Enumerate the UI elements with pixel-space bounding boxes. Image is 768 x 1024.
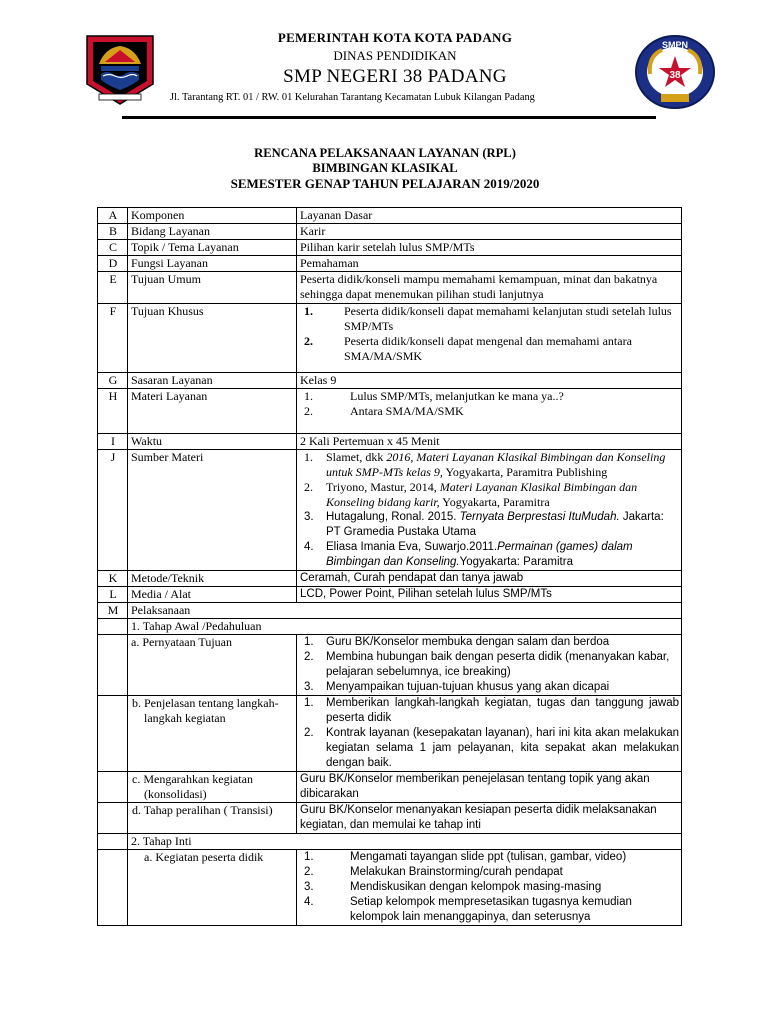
list-item: 1. Peserta didik/konseli dapat memahami kelanjutan studi setelah lulus SMP/MTs bbox=[304, 304, 672, 333]
list-item: 3. Menyampaikan tujuan-tujuan khusus yang akan dicapai bbox=[304, 681, 610, 693]
table-row-k bbox=[98, 571, 682, 587]
row-label: c. Mengarahkan kegiatan (konsolidasi) bbox=[128, 772, 297, 803]
table-row-kegiatan bbox=[98, 850, 682, 926]
list-item: 2. Peserta didik/konseli dapat mengenal dan memahami antara SMA/MA/SMK bbox=[304, 334, 632, 363]
logo-number-text: 38 bbox=[669, 70, 681, 81]
list-item: 3. Mendiskusikan dengan kelompok masing-masing bbox=[304, 881, 602, 893]
row-label: Media / Alat bbox=[128, 587, 297, 603]
list-item: 2. Melakukan Brainstorming/curah pendapat bbox=[304, 866, 563, 878]
row-label: Materi Layanan bbox=[128, 389, 297, 434]
table-row-j bbox=[98, 450, 682, 571]
padang-city-crest-logo bbox=[85, 34, 155, 106]
row-label: Waktu bbox=[128, 434, 297, 450]
letterhead-rule bbox=[122, 116, 656, 119]
table-row-b bbox=[98, 224, 682, 240]
list-item: 2. Kontrak layanan (kesepakatan layanan), hari ini kita akan melakukan kegiatan selama 1 jam pelayanan, kita sepakat akan melakukan dengan baik. bbox=[304, 727, 679, 769]
list-item: 1. Memberikan langkah-langkah kegiatan, tugas dan tanggung jawab peserta didik bbox=[304, 697, 679, 724]
section-heading: 1. Tahap Awal /Pedahuluan bbox=[128, 619, 682, 635]
row-label: Sasaran Layanan bbox=[128, 373, 297, 389]
row-value: Peserta didik/konseli mampu memahami kemampuan, minat dan bakatnya sehingga dapat menemukan pilihan studi lanjutnya bbox=[297, 272, 682, 304]
row-label: Komponen bbox=[128, 208, 297, 224]
row-label: Tujuan Umum bbox=[128, 272, 297, 304]
row-label: Bidang Layanan bbox=[128, 224, 297, 240]
row-letter: A bbox=[98, 208, 128, 224]
row-value: Guru BK/Konselor memberikan penejelasan tentang topik yang akan dibicarakan bbox=[297, 772, 682, 803]
table-row-l bbox=[98, 587, 682, 603]
row-value: Pemahaman bbox=[297, 256, 682, 272]
row-value: Ceramah, Curah pendapat dan tanya jawab bbox=[297, 571, 682, 587]
row-label: Sumber Materi bbox=[128, 450, 297, 571]
reference-item: 2. Triyono, Mastur, 2014, Materi Layanan Klasikal Bimbingan dan Konseling bidang karir, Yogyakarta, Paramitra bbox=[304, 480, 638, 509]
table-row-pernyataan bbox=[98, 635, 682, 696]
row-label: b. Penjelasan tentang langkah-langkah kegiatan bbox=[128, 696, 297, 772]
list-item: 4. Setiap kelompok mempresetasikan tugasnya kemudian kelompok lain menanggapinya, dan seterusnya bbox=[304, 896, 632, 923]
row-value bbox=[297, 850, 682, 926]
table-row-i bbox=[98, 434, 682, 450]
table-row-penjelasan bbox=[98, 696, 682, 772]
document-title-line2: BIMBINGAN KLASIKAL bbox=[312, 161, 458, 175]
reference-item: 1. Slamet, dkk 2016, Materi Layanan Klasikal Bimbingan dan Konseling untuk SMP-MTs kelas 9, Yogyakarta, Paramitra Publishing bbox=[304, 450, 666, 479]
table-row-g bbox=[98, 373, 682, 389]
row-letter: H bbox=[98, 389, 128, 434]
row-label: Pelaksanaan bbox=[128, 603, 682, 619]
list-item: 1. Guru BK/Konselor membuka dengan salam dan berdoa bbox=[304, 636, 610, 648]
row-value: 2 Kali Pertemuan x 45 Menit bbox=[297, 434, 682, 450]
row-letter: J bbox=[98, 450, 128, 571]
row-value bbox=[297, 635, 682, 696]
row-label: d. Tahap peralihan ( Transisi) bbox=[128, 803, 297, 834]
document-title-line1: RENCANA PELAKSANAAN LAYANAN (RPL) bbox=[254, 146, 516, 160]
row-letter: B bbox=[98, 224, 128, 240]
row-letter: I bbox=[98, 434, 128, 450]
table-row-peralihan bbox=[98, 803, 682, 834]
row-letter: D bbox=[98, 256, 128, 272]
row-letter: F bbox=[98, 304, 128, 373]
table-row-tahap-inti bbox=[98, 834, 682, 850]
list-item: 1. Lulus SMP/MTs, melanjutkan ke mana ya..? bbox=[304, 389, 564, 403]
row-label: Fungsi Layanan bbox=[128, 256, 297, 272]
row-value bbox=[297, 450, 682, 571]
table-row-d bbox=[98, 256, 682, 272]
row-value: Pilihan karir setelah lulus SMP/MTs bbox=[297, 240, 682, 256]
row-letter: M bbox=[98, 603, 128, 619]
table-row-a bbox=[98, 208, 682, 224]
row-letter: E bbox=[98, 272, 128, 304]
row-value: Guru BK/Konselor menanyakan kesiapan peserta didik melaksanakan kegiatan, dan memulai ke tahap inti bbox=[297, 803, 682, 834]
row-letter: K bbox=[98, 571, 128, 587]
table-row-m bbox=[98, 603, 682, 619]
row-value: Karir bbox=[297, 224, 682, 240]
row-label: Topik / Tema Layanan bbox=[128, 240, 297, 256]
letterhead-address: Jl. Tarantang RT. 01 / RW. 01 Kelurahan Tarantang Kecamatan Lubuk Kilangan Padang bbox=[170, 92, 535, 103]
row-value: Kelas 9 bbox=[297, 373, 682, 389]
logo-smpn-text: SMPN bbox=[661, 40, 689, 50]
row-label: Tujuan Khusus bbox=[128, 304, 297, 373]
rpl-table bbox=[97, 207, 682, 926]
reference-item: 4. Eliasa Imania Eva, Suwarjo.2011.Permainan (games) dalam Bimbingan dan Konseling.Yogyakarta: Paramitra bbox=[304, 541, 633, 568]
table-row-c bbox=[98, 240, 682, 256]
row-label: a. Kegiatan peserta didik bbox=[128, 850, 297, 926]
table-row-mengarahkan bbox=[98, 772, 682, 803]
table-row-h bbox=[98, 389, 682, 434]
letterhead-school-name: SMP NEGERI 38 PADANG bbox=[283, 66, 507, 87]
smpn-38-badge-logo bbox=[634, 34, 716, 110]
table-row-tahap-awal bbox=[98, 619, 682, 635]
row-letter: L bbox=[98, 587, 128, 603]
row-letter: G bbox=[98, 373, 128, 389]
list-item: 2. Antara SMA/MA/SMK bbox=[304, 404, 464, 418]
document-title-line3: SEMESTER GENAP TAHUN PELAJARAN 2019/2020 bbox=[230, 176, 540, 191]
row-label: a. Pernyataan Tujuan bbox=[128, 635, 297, 696]
table-row-f bbox=[98, 304, 682, 373]
section-heading: 2. Tahap Inti bbox=[128, 834, 682, 850]
list-item: 2. Membina hubungan baik dengan peserta didik (menanyakan kabar, pelajaran sebelumnya, ice breaking) bbox=[304, 651, 670, 678]
row-value: Layanan Dasar bbox=[297, 208, 682, 224]
table-row-e bbox=[98, 272, 682, 304]
row-letter: C bbox=[98, 240, 128, 256]
reference-item: 3. Hutagalung, Ronal. 2015. Ternyata Berprestasi ItuMudah. Jakarta: PT Gramedia Pustaka Utama bbox=[304, 511, 664, 538]
row-label: Metode/Teknik bbox=[128, 571, 297, 587]
row-value bbox=[297, 304, 682, 373]
row-value bbox=[297, 696, 682, 772]
letterhead-department: DINAS PENDIDIKAN bbox=[333, 48, 457, 63]
row-value bbox=[297, 389, 682, 434]
letterhead-government: PEMERINTAH KOTA KOTA PADANG bbox=[277, 30, 513, 45]
list-item: 1. Mengamati tayangan slide ppt (tulisan, gambar, video) bbox=[304, 851, 627, 863]
row-value: LCD, Power Point, Pilihan setelah lulus SMP/MTs bbox=[297, 587, 682, 603]
